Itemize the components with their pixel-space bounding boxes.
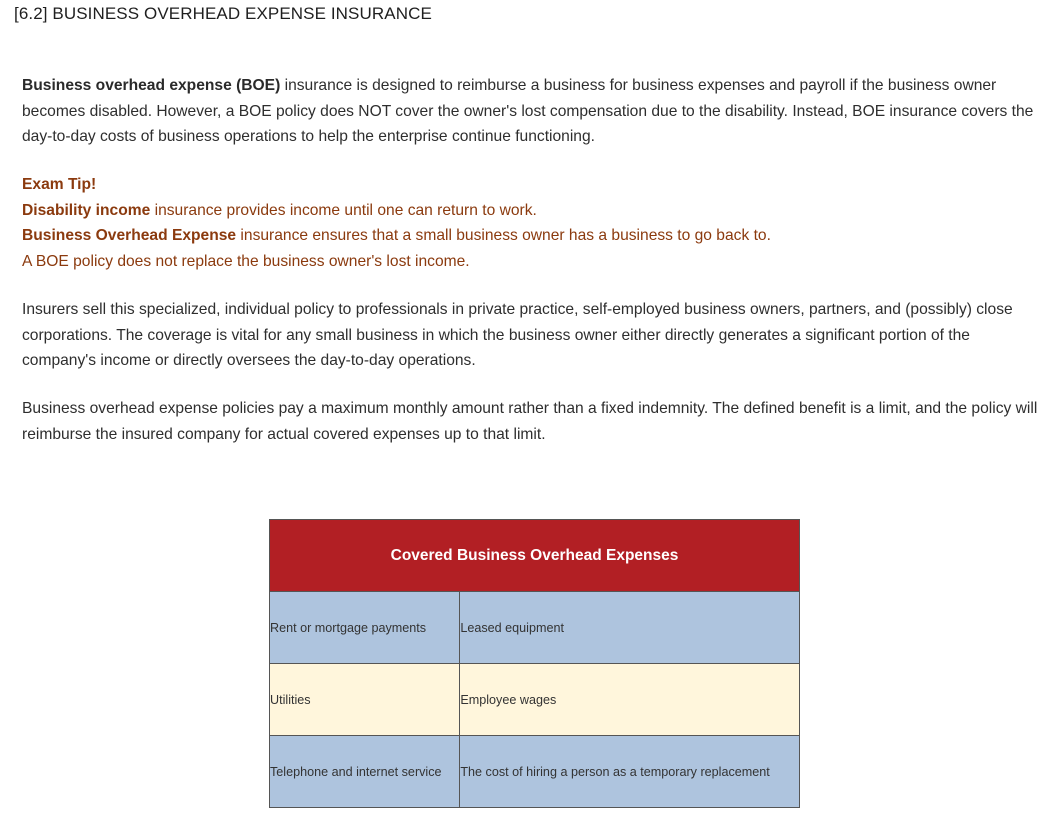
exam-tip-box <box>22 172 1046 274</box>
intro-paragraph <box>22 73 1046 150</box>
exam-tip-line-1-term: Disability income <box>22 201 151 219</box>
table-cell: Employee wages <box>460 664 800 736</box>
table-cell: Utilities <box>270 664 460 736</box>
exam-tip-line-2-term: Business Overhead Expense <box>22 227 237 244</box>
exam-tip-line-1-text: insurance provides income until one can return to work. <box>150 201 537 219</box>
covered-expenses-table <box>269 519 800 808</box>
exam-tip-line-2-text: insurance ensures that a small business owner has a business to go back to. <box>236 227 771 244</box>
table-header: Covered Business Overhead Expenses <box>270 520 800 592</box>
intro-bold-term: Business overhead expense (BOE) <box>22 77 281 94</box>
table-row <box>270 736 800 808</box>
exam-tip-line-2 <box>22 223 1046 249</box>
table-row <box>270 592 800 664</box>
table-cell: Rent or mortgage payments <box>270 592 460 664</box>
section-title: [6.2] BUSINESS OVERHEAD EXPENSE INSURANCE <box>14 4 432 23</box>
limit-paragraph: Business overhead expense policies pay a maximum monthly amount rather than a fixed indemnity. The defined benefit is a limit, and the policy will reimburse the insured company for actual covered expenses up to that limit. <box>22 400 1038 443</box>
exam-tip-heading-text: Exam Tip! <box>22 176 97 193</box>
table-cell: Telephone and internet service <box>270 736 460 808</box>
exam-tip-heading <box>22 172 1046 198</box>
exam-tip-line-3: A BOE policy does not replace the business owner's lost income. <box>22 252 470 270</box>
table-cell: The cost of hiring a person as a temporary replacement <box>460 736 800 808</box>
table-header-row <box>270 520 800 592</box>
insurers-paragraph: Insurers sell this specialized, individual policy to professionals in private practice, self-employed business owners, partners, and (possibly) close corporations. The coverage is vital for any small business in which the business owner either directly generates a significant portion of the company's income or directly oversees the day-to-day operations. <box>22 301 1013 369</box>
table-row <box>270 664 800 736</box>
intro-text: insurance is designed to reimburse a business for business expenses and payroll if the business owner becomes disabled. However, a BOE policy does NOT cover the owner's lost compensation due to the disability. Instead, BOE insurance covers the day-to-day costs of business operations to help the enterprise continue functioning. <box>22 77 1034 145</box>
exam-tip-line-1 <box>22 198 1046 224</box>
table-cell: Leased equipment <box>460 592 800 664</box>
